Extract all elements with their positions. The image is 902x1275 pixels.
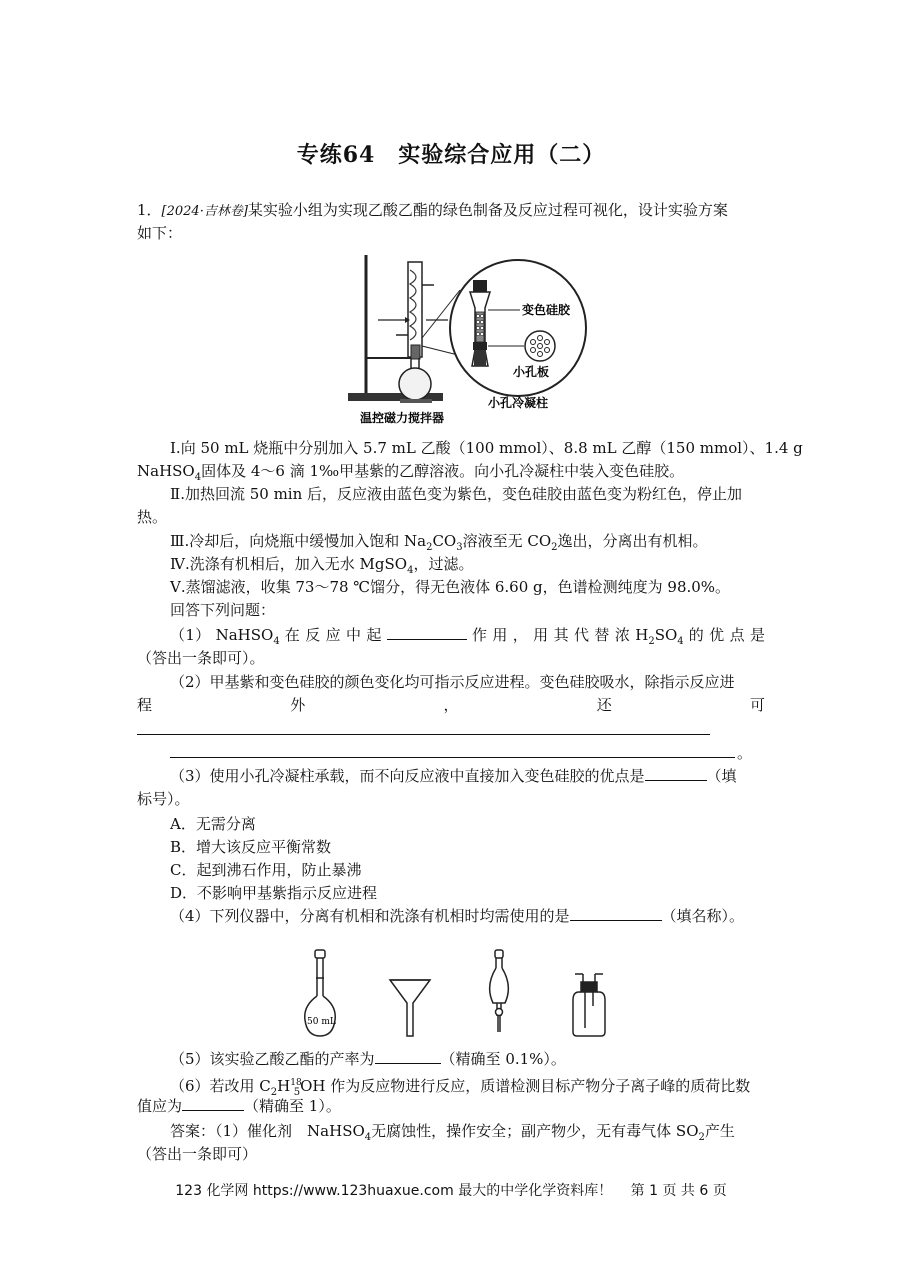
answer-line1: 答案：（1）催化剂 NaHSO$_4$无腐蚀性，操作安全；副产物少，无有毒气体 $SO_2$产生 [170,1122,735,1143]
apparatus-figure [330,250,600,430]
ask-line: 回答下列问题： [170,601,276,619]
question-number: 1． [137,201,162,219]
part-1-line2: （答出一条即可）。 [137,649,265,667]
option-a: A．无需分离 [170,815,256,833]
answer-blank-2a[interactable] [137,734,710,735]
question-intro: 某实验小组为实现乙酸乙酯的绿色制备及反应过程可视化，设计实验方案 [247,201,728,219]
q1-intro-line1 [137,199,765,223]
label-perforated-plate: 小孔板 [513,365,550,379]
option-c: C．起到沸石作用，防止暴沸 [170,861,362,879]
answer-blank-5[interactable] [375,1049,441,1064]
question-source: [2024·吉林卷] [161,204,248,219]
answer-blank-1[interactable] [387,625,467,640]
part-6-line2: 值应为 （精确至 1）。 [137,1097,341,1115]
part-2-line2: 程 外 ， 还 可 [137,696,765,714]
part-5-line: （5）该实验乙酸乙酯的产率为 （精确至 0.1%）。 [170,1050,566,1068]
page-footer: 123 化学网 https://www.123huaxue.com 最大的中学化学资料库！ 第 1 页 共 6 页 [175,1183,727,1199]
answer-blank-3[interactable] [645,766,707,781]
option-b: B．增大该反应平衡常数 [170,838,332,856]
part-6-line1: （6）若改用 $C_2H^{18}_5OH$ 作为反应物进行反应，质谱检测目标产物分子离子峰的质荷比数 [170,1077,751,1098]
part-1-line1: （1） NaHSO$_4$ 在 反 应 中 起 作 用 ， 用 其 代 替 浓 $H_2SO_4$ 的 优 点 是 [170,626,765,647]
label-color-changing-gel: 变色硅胶 [522,303,571,317]
funnel [390,980,430,1036]
step-4: Ⅳ.洗涤有机相后，加入无水 MgSO$_4$，过滤。 [170,555,474,576]
column-stopper [473,280,487,292]
answer-blank-2b[interactable] [170,757,735,758]
stirrer-top [400,399,432,403]
answer-blank-4[interactable] [570,906,662,921]
q1-intro-line2: 如下： [137,224,183,242]
answer-line2: （答出一条即可） [137,1145,258,1163]
instruments-figure [295,948,625,1040]
gas-washing-bottle [573,974,605,1036]
step-1-line1: Ⅰ.向 50 mL 烧瓶中分别加入 5.7 mL 乙酸（100 mmol）、8.8 mL 乙醇（150 mmol）、1.4 g [170,439,803,457]
condenser [408,262,422,357]
step-1-line2: NaHSO$_4$固体及 4～6 滴 1‰甲基紫的乙醇溶液。向小孔冷凝柱中装入变色硅胶。 [137,462,685,483]
step-5: Ⅴ.蒸馏滤液，收集 73～78 ℃馏分，得无色液体 6.60 g，色谱检测纯度为 98.0%。 [170,578,731,596]
label-condensation-column: 小孔冷凝柱 [488,396,549,410]
part-4-line: （4）下列仪器中，分离有机相和洗涤有机相时均需使用的是 （填名称）。 [170,907,745,925]
answer-blank-6[interactable] [182,1096,244,1111]
separatory-funnel [490,950,509,1032]
label-stirrer: 温控磁力搅拌器 [360,411,445,425]
option-d: D．不影响甲基紫指示反应进程 [170,884,378,902]
page-title: 专练64 实验综合应用（二） [296,142,606,168]
part-2-end: 。 [737,744,753,762]
step-2-line1: Ⅱ.加热回流 50 min 后，反应液由蓝色变为紫色，变色硅胶由蓝色变为粉红色，停止加 [170,485,743,503]
step-2-line2: 热。 [137,508,168,526]
flask-label: 50 mL [307,1017,336,1027]
part-3-line2: 标号）。 [137,790,190,808]
round-bottom-flask [399,368,431,400]
part-3-line1: （3）使用小孔冷凝柱承载，而不向反应液中直接加入变色硅胶的优点是 （填 [170,767,737,785]
step-3: Ⅲ.冷却后，向烧瓶中缓慢加入饱和 $Na_2CO_3$溶液至无 $CO_2$逸出，分离出有机相。 [170,532,708,553]
part-2-line1: （2）甲基紫和变色硅胶的颜色变化均可指示反应进程。变色硅胶吸水，除指示反应进 [170,673,735,691]
